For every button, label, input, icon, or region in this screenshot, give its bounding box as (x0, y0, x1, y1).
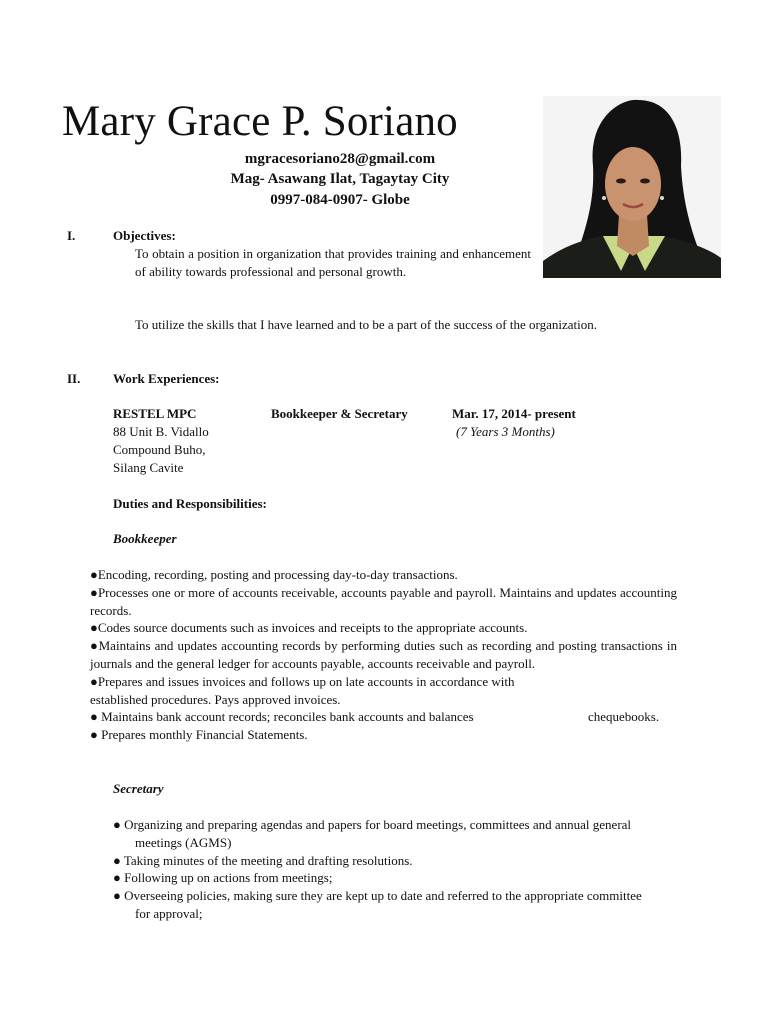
list-item: ●Maintains and updates accounting records by performing duties such as recording and posting transactions in journals and the general ledger for accounts payable, accounts receivable and payroll. (90, 638, 677, 671)
secretary-duties-list (113, 816, 653, 923)
email-address: mgracesoriano28@gmail.com (244, 151, 436, 167)
section-number-objectives: I. (67, 228, 76, 243)
job-position: Bookkeeper & Secretary (271, 406, 408, 421)
secretary-subtitle: Secretary (113, 781, 164, 796)
list-item: ● Following up on actions from meetings; (113, 870, 333, 886)
company-address-line: 88 Unit B. Vidallo (113, 424, 209, 439)
employment-duration: (7 Years 3 Months) (456, 424, 555, 439)
company-name: RESTEL MPC (113, 406, 197, 421)
phone-number: 0997-084-0907- Globe (270, 192, 410, 208)
list-item: ●Prepares and issues invoices and follows up on late accounts in accordance with (90, 673, 515, 689)
home-address: Mag- Asawang Ilat, Tagaytay City (230, 171, 450, 187)
list-item: ●Codes source documents such as invoices and receipts to the appropriate accounts. (90, 620, 528, 636)
employment-date: Mar. 17, 2014- present (452, 406, 576, 421)
list-item (90, 708, 677, 726)
bookkeeper-duties-list (90, 566, 677, 744)
section-title-objectives: Objectives: (113, 228, 176, 243)
list-item: ● Organizing and preparing agendas and papers for board meetings, committees and annual general meetings (AGMS) (113, 817, 632, 850)
objective-paragraph-1: To obtain a position in organization that provides training and enhancement of ability towards professional and personal growth. (135, 246, 531, 279)
objective-paragraph-2: To utilize the skills that I have learned and to be a part of the success of the organization. (135, 317, 598, 332)
applicant-name: Mary Grace P. Soriano (62, 98, 458, 145)
list-item-text: chequebooks. (588, 709, 660, 725)
list-item: ●Encoding, recording, posting and processing day-to-day transactions. (90, 567, 458, 582)
list-item: ●Processes one or more of accounts receivable, accounts payable and payroll. Maintains and updates accounting records. (90, 584, 677, 618)
company-address-line: Compound Buho, (113, 442, 206, 457)
bookkeeper-subtitle: Bookkeeper (113, 531, 177, 546)
profile-photo (543, 96, 721, 278)
list-item: ● Taking minutes of the meeting and drafting resolutions. (113, 852, 413, 868)
list-item-text: ● Maintains bank account records; reconciles bank accounts and balances (90, 709, 474, 725)
section-title-work: Work Experiences: (113, 371, 220, 386)
list-item: ● Overseeing policies, making sure they are kept up to date and referred to the appropriate committee for approval; (113, 888, 642, 921)
section-number-work: II. (67, 371, 81, 386)
list-item: ● Prepares monthly Financial Statements. (90, 727, 308, 743)
list-item: established procedures. Pays approved invoices. (90, 691, 341, 707)
duties-title: Duties and Responsibilities: (113, 496, 267, 511)
company-address-line: Silang Cavite (113, 460, 184, 475)
